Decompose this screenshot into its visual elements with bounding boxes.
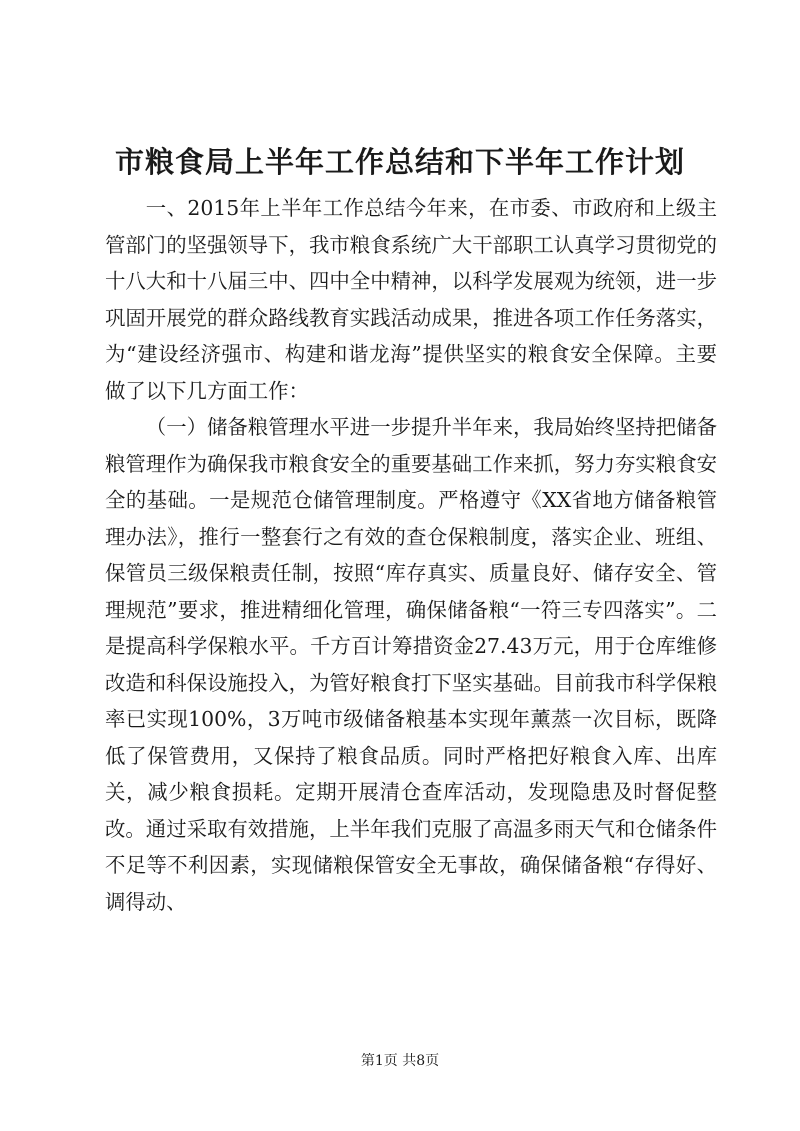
document-body: [105, 190, 717, 920]
page-title: 市粮食局上半年工作总结和下半年工作计划: [114, 145, 685, 179]
page-number: 第1页 共8页: [360, 1053, 440, 1069]
paragraph-summary-intro: 一、2015年上半年工作总结今年来，在市委、市政府和上级主管部门的坚强领导下，我市粮食系统广大干部职工认真学习贯彻党的十八大和十八届三中、四中全中精神，以科学发展观为统领，进一步巩固开展党的群众路线教育实践活动成果，推进各项工作任务落实，为“建设经济强市、构建和谐龙海”提供坚实的粮食安全保障。主要做了以下几方面工作：: [105, 196, 717, 403]
paragraph-grain-reserve: （一）储备粮管理水平进一步提升半年来，我局始终坚持把储备粮管理作为确保我市粮食安全的重要基础工作来抓，努力夯实粮食安全的基础。一是规范仓储管理制度。严格遵守《XX省地方储备粮管理办法》，推行一整套行之有效的查仓保粮制度，落实企业、班组、保管员三级保粮责任制，按照“库存真实、质量良好、储存安全、管理规范”要求，推进精细化管理，确保储备粮“一符三专四落实”。二是提高科学保粮水平。千方百计筹措资金27.43万元，用于仓库维修改造和科保设施投入，为管好粮食打下坚实基础。目前我市科学保粮率已实现100%，3万吨市级储备粮基本实现年薰蒸一次目标，既降低了保管费用，又保持了粮食品质。同时严格把好粮食入库、出库关，减少粮食损耗。定期开展清仓查库活动，发现隐患及时督促整改。通过采取有效措施，上半年我们克服了高温多雨天气和仓储条件不足等不利因素，实现储粮保管安全无事故，确保储备粮“存得好、调得动、: [105, 415, 717, 914]
